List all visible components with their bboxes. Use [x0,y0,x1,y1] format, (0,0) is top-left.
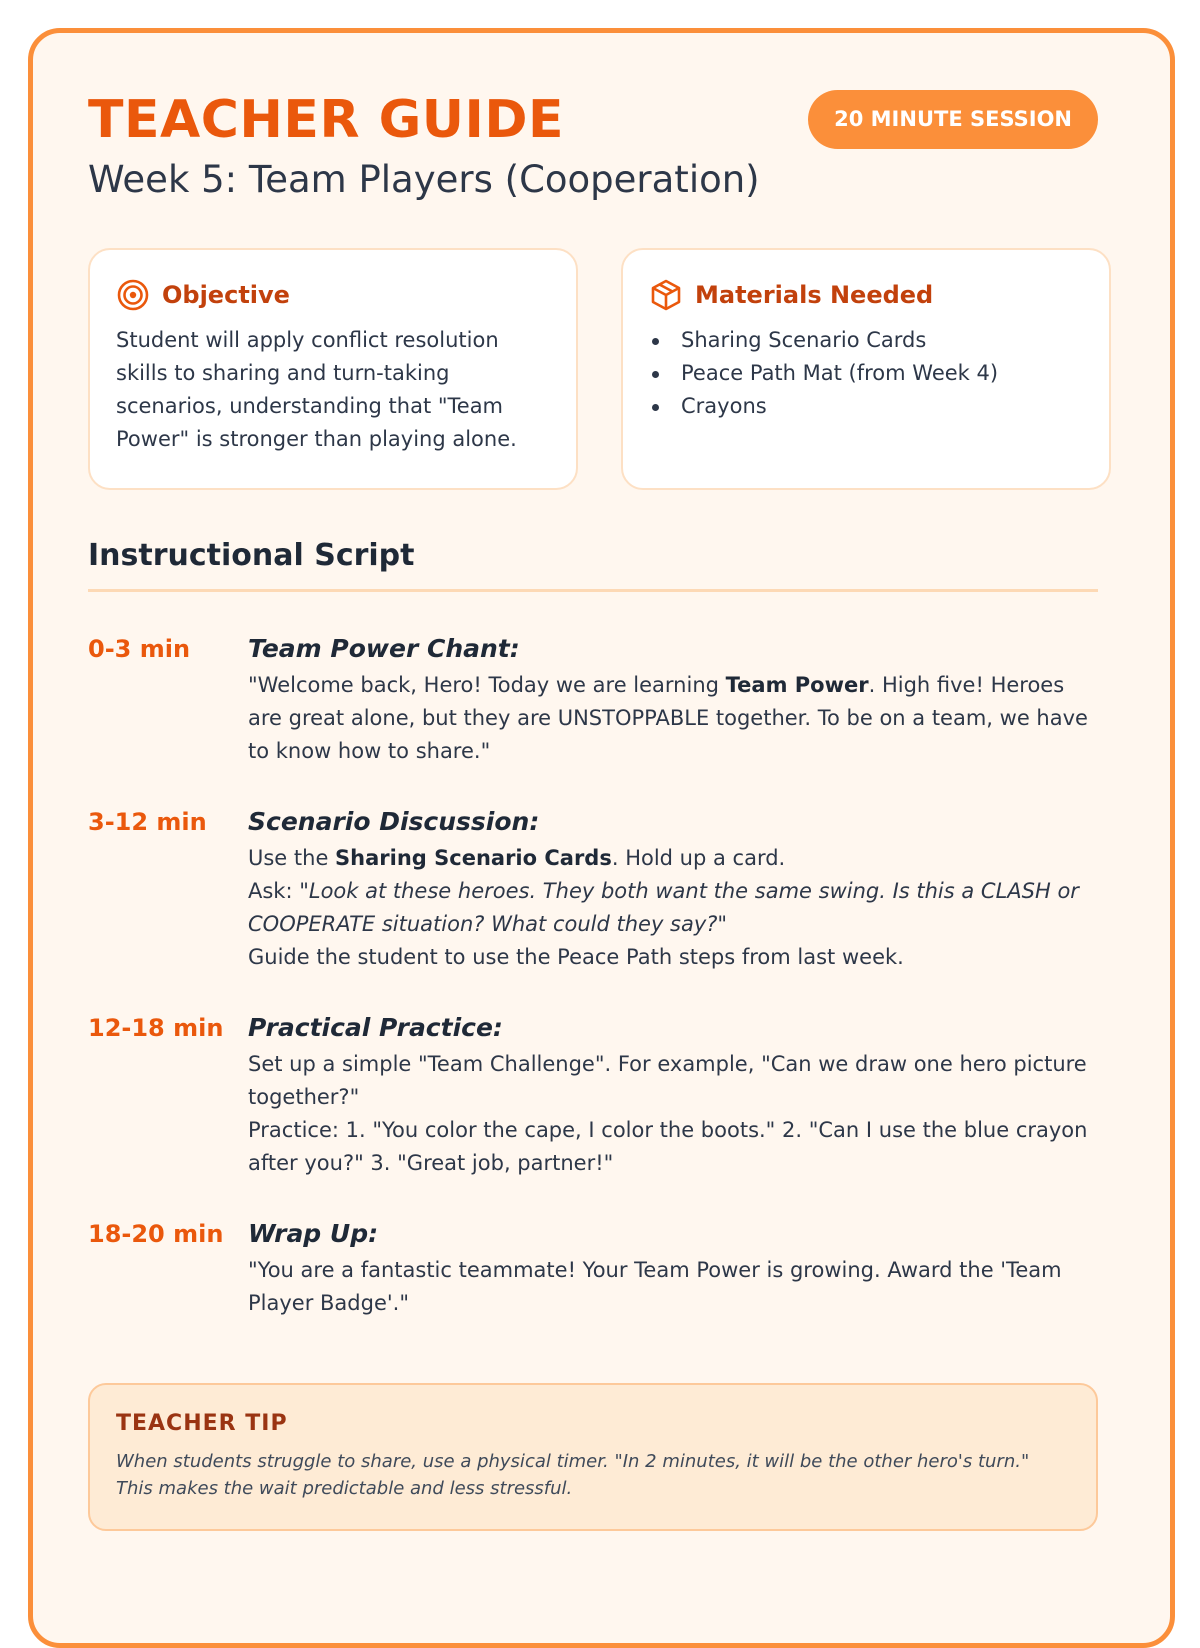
step-time: 12-18 min [88,1014,224,1042]
page-subtitle: Week 5: Team Players (Cooperation) [88,158,760,201]
materials-list [649,324,1083,423]
step-title: Team Power Chant: [248,634,520,663]
divider [88,589,1098,592]
script-step [88,1012,1098,1180]
step-title: Wrap Up: [248,1219,379,1248]
objective-card [88,248,578,490]
tip-text: When students struggle to share, use a physical timer. "In 2 minutes, it will be the other hero's turn." This makes the wait predictable and less stressful. [116,1451,1030,1499]
list-item: Sharing Scenario Cards [649,324,1083,357]
tip-heading: TEACHER TIP [116,1411,288,1436]
script-step [88,1218,1098,1320]
step-text: Set up a simple "Team Challenge". For example, "Can we draw one hero picture together?" [248,1052,1087,1109]
box-icon [649,278,683,312]
materials-heading: Materials Needed [695,281,934,309]
instructional-script [88,633,1098,1358]
objective-text: Student will apply conflict resolution skills to sharing and turn-taking scenarios, understanding that "Team Power" is stronger than playing alone. [116,328,517,451]
list-item: Peace Path Mat (from Week 4) [649,357,1083,390]
script-step [88,806,1098,974]
step-time: 0-3 min [88,635,191,663]
objective-heading: Objective [162,281,290,309]
guide-page [28,28,1175,1648]
header [88,88,1098,228]
page-title: TEACHER GUIDE [88,90,565,150]
step-time: 3-12 min [88,808,207,836]
materials-header [649,278,1083,312]
step-title: Practical Practice: [248,1013,503,1042]
step-time: 18-20 min [88,1220,224,1248]
script-heading: Instructional Script [88,538,415,573]
step-title: Scenario Discussion: [248,807,540,836]
step-text: Use the Sharing Scenario Cards. Hold up a card. [248,846,786,870]
step-text: Ask: "Look at these heroes. They both want the same swing. Is this a CLASH or COOPERATE situation? What could they say?" [248,879,1079,936]
list-item: Crayons [649,390,1083,423]
script-step [88,633,1098,768]
objective-header [116,278,550,312]
step-text: "You are a fantastic teammate! Your Team Power is growing. Award the 'Team Player Badge'." [248,1258,1062,1315]
session-badge: 20 MINUTE SESSION [808,90,1098,149]
materials-card [621,248,1111,490]
step-text: Guide the student to use the Peace Path steps from last week. [248,945,904,969]
target-icon [116,278,150,312]
step-text: Practice: 1. "You color the cape, I color the boots." 2. "Can I use the blue crayon after you?" 3. "Great job, partner!" [248,1118,1088,1175]
step-text: "Welcome back, Hero! Today we are learning Team Power. High five! Heroes are great alone, but they are UNSTOPPABLE together. To be on a team, we have to know how to share." [248,673,1088,763]
teacher-tip-box [88,1383,1098,1531]
